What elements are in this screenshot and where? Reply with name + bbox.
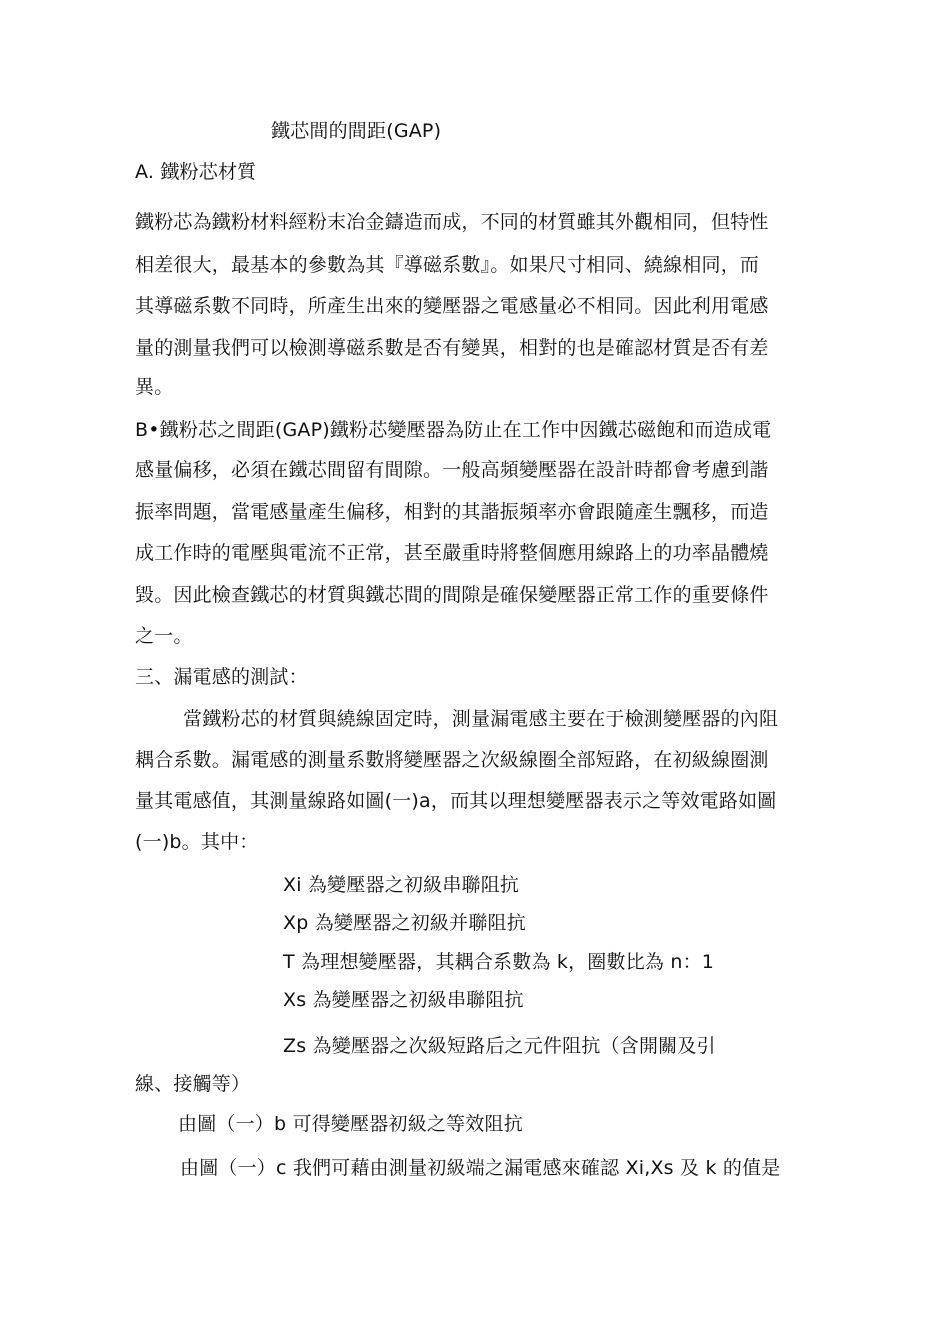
section-a-line: 其導磁系數不同時，所產生出來的變壓器之電感量必不相同。因此利用電感 [135, 295, 769, 317]
section-3-line: 耦合系數。漏電感的測量系數將變壓器之次級線圈全部短路，在初級線圈測 [135, 749, 769, 771]
section-b-line: 之一。 [135, 625, 193, 647]
definition-item: T 為理想變壓器，其耦合系數為 k，圈數比為 n：1 [283, 951, 715, 973]
closing-line: 由圖（一）b 可得變壓器初級之等效阻抗 [178, 1113, 523, 1135]
section-b-line: 振率問題，當電感量產生偏移，相對的其諧振頻率亦會跟隨產生飄移，而造 [135, 501, 769, 523]
section-b-line: 毀。因此檢查鐵芯的材質與鐵芯間的間隙是確保變壓器正常工作的重要條件 [135, 584, 769, 606]
section-3-heading: 三、漏電感的測試： [135, 666, 308, 688]
section-a-line: 量的測量我們可以檢測導磁系數是否有變異，相對的也是確認材質是否有差 [135, 337, 769, 359]
section-3-line: 量其電感值，其測量線路如圖(一)a，而其以理想變壓器表示之等效電路如圖 [135, 790, 777, 812]
definition-item: Xp 為變壓器之初級并聯阻抗 [283, 912, 526, 934]
section-a-heading: A. 鐵粉芯材質 [135, 161, 257, 183]
section-a-line: 相差很大，最基本的參數為其『導磁系數』。如果尺寸相同、繞線相同，而 [135, 254, 760, 276]
section-3-line: 當鐵粉芯的材質與繞線固定時，測量漏電感主要在于檢測變壓器的內阻 [183, 708, 779, 730]
section-b-line: B•鐵粉芯之間距(GAP)鐵粉芯變壓器為防止在工作中因鐵芯磁飽和而造成電 [135, 419, 772, 441]
definition-item: Xs 為變壓器之初級串聯阻抗 [283, 989, 524, 1011]
definition-item: Zs 為變壓器之次級短路后之元件阻抗（含開關及引 [283, 1035, 716, 1057]
section-a-line: 異。 [135, 376, 174, 398]
definition-item: Xi 為變壓器之初級串聯阻抗 [283, 874, 520, 896]
section-b-line: 感量偏移，必須在鐵芯間留有間隙。一般高頻變壓器在設計時都會考慮到諧 [135, 459, 769, 481]
closing-line: 由圖（一）c 我們可藉由測量初級端之漏電感來確認 Xi,Xs 及 k 的值是 [180, 1157, 781, 1179]
section-b-line: 成工作時的電壓與電流不正常，甚至嚴重時將整個應用線路上的功率晶體燒 [135, 542, 769, 564]
section-3-line: (一)b。其中： [135, 831, 259, 853]
document-title: 鐵芯間的間距(GAP) [271, 120, 442, 142]
section-a-line: 鐵粉芯為鐵粉材料經粉末冶金鑄造而成，不同的材質雖其外觀相同，但特性 [135, 211, 769, 233]
definition-continuation: 線、接觸等） [135, 1073, 251, 1095]
